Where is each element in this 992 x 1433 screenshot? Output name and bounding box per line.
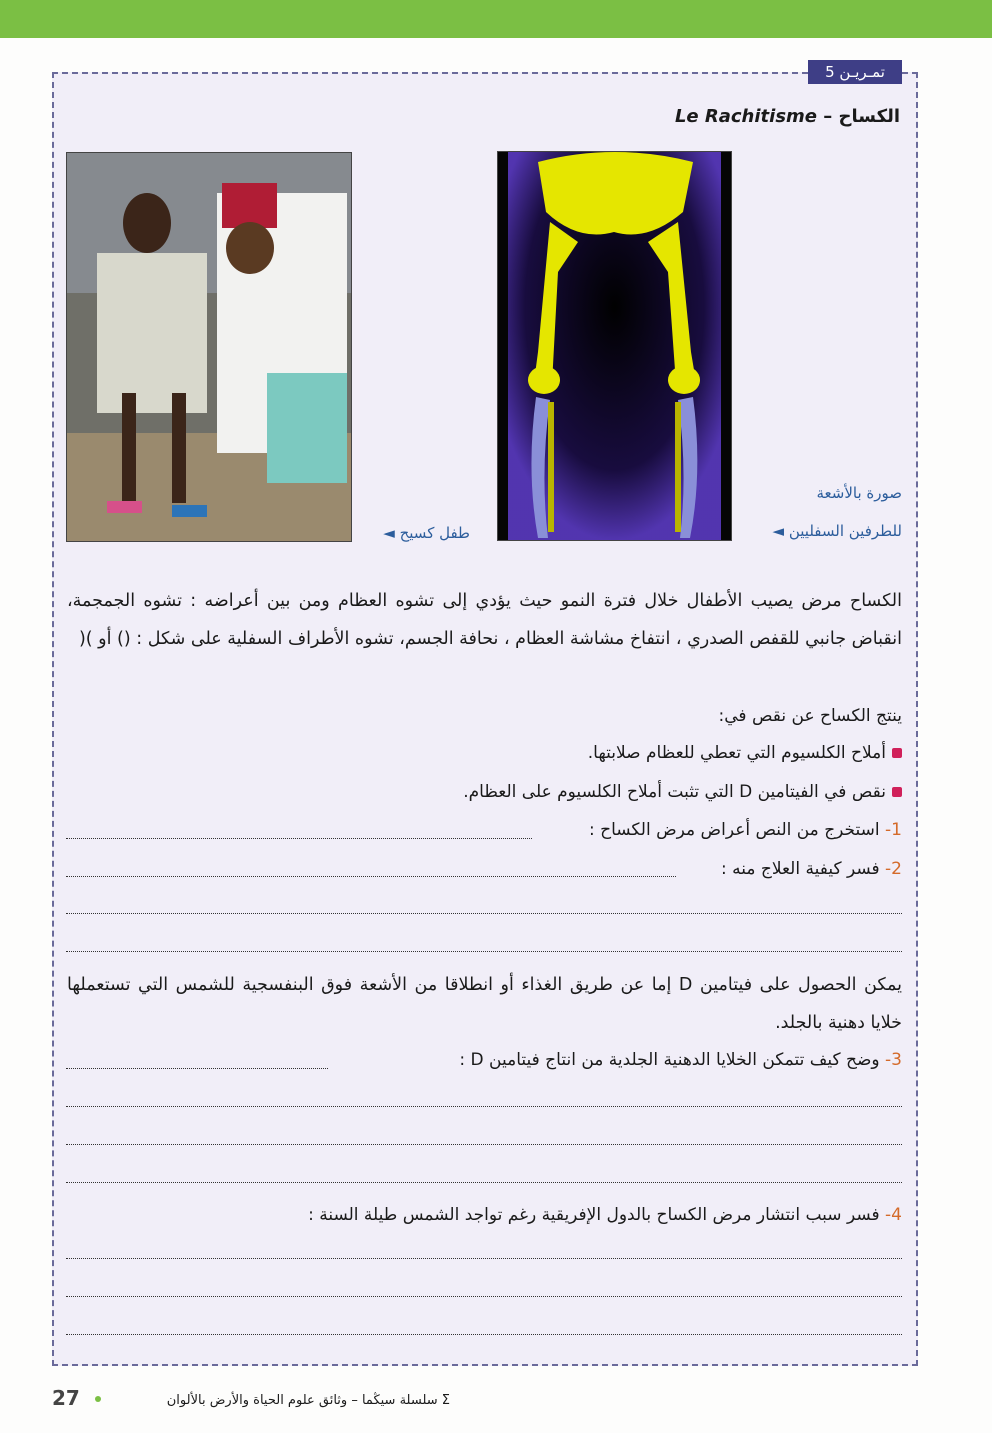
page-number: 27 <box>52 1386 80 1410</box>
child-photo <box>66 152 352 542</box>
question-text: استخرج من النص أعراض مرض الكساح : <box>588 820 880 840</box>
answer-line[interactable] <box>66 838 532 839</box>
question-text: فسر سبب انتشار مرض الكساح بالدول الإفريقية رغم تواجد الشمس طيلة السنة : <box>308 1205 880 1225</box>
vitamin-paragraph: يمكن الحصول على فيتامين D إما عن طريق الغذاء أو انطلاقا من الأشعة فوق البنفسجية للشمس التي تستعملها خلايا دهنية بالجلد. <box>67 975 902 1033</box>
answer-line[interactable] <box>66 1144 902 1145</box>
child-illustration <box>67 153 351 541</box>
bullet-item <box>588 743 902 763</box>
question-1 <box>589 820 902 840</box>
answer-line[interactable] <box>66 1334 902 1335</box>
question-3 <box>459 1050 902 1070</box>
answer-line[interactable] <box>66 876 676 877</box>
question-2 <box>721 859 902 879</box>
title-arabic: الكساح <box>838 106 900 127</box>
title-french: Le Rachitisme <box>674 106 817 127</box>
question-text: فسر كيفية العلاج منه : <box>720 859 880 879</box>
bullet-text: أملاح الكلسيوم التي تعطي للعظام صلابتها. <box>587 743 886 763</box>
answer-line[interactable] <box>66 1182 902 1183</box>
xray-image <box>497 151 732 541</box>
question-number: 3- <box>885 1050 902 1070</box>
cause-intro: ينتج الكساح عن نقص في: <box>718 706 902 726</box>
answer-line[interactable] <box>66 1106 902 1107</box>
question-4 <box>308 1205 902 1225</box>
exercise-tag: تمـريـن 5 <box>808 60 902 84</box>
intro-paragraph: الكساح مرض يصيب الأطفال خلال فترة النمو حيث يؤدي إلى تشوه العظام ومن بين أعراضه : تشوه الجمجمة، انقباض جانبي للقفص الصدري ، انتفاخ مشاشة العظام ، نحافة الجسم، تشوه الأطراف السفلية على شكل : () أو )( <box>67 591 902 649</box>
answer-line[interactable] <box>66 1296 902 1297</box>
question-text: وضح كيف تتمكن الخلايا الدهنية الجلدية من انتاج فيتامين D : <box>459 1050 880 1070</box>
question-number: 2- <box>885 859 902 879</box>
footer-series: Σ سلسلة سيڭما – وثائق علوم الحياة والأرض بالألوان <box>166 1393 450 1408</box>
title-separator: – <box>817 106 839 127</box>
question-number: 1- <box>885 820 902 840</box>
bullet-icon <box>892 748 902 758</box>
bullet-text: نقص في الفيتامين D التي تثبت أملاح الكلسيوم على العظام. <box>463 782 886 802</box>
answer-line[interactable] <box>66 1068 328 1069</box>
xray-caption-line1: صورة بالأشعة <box>816 484 902 502</box>
question-number: 4- <box>885 1205 902 1225</box>
exercise-title <box>675 106 900 127</box>
bullet-item <box>463 782 902 802</box>
answer-line[interactable] <box>66 913 902 914</box>
top-color-bar <box>0 0 992 38</box>
answer-line[interactable] <box>66 951 902 952</box>
bullet-icon <box>892 787 902 797</box>
answer-line[interactable] <box>66 1258 902 1259</box>
xray-caption-line2: للطرفين السفليين ◄ <box>772 522 902 540</box>
xray-illustration <box>498 152 731 540</box>
separator-dot <box>95 1396 101 1402</box>
child-caption: طفل كسيح ◄ <box>383 524 470 542</box>
